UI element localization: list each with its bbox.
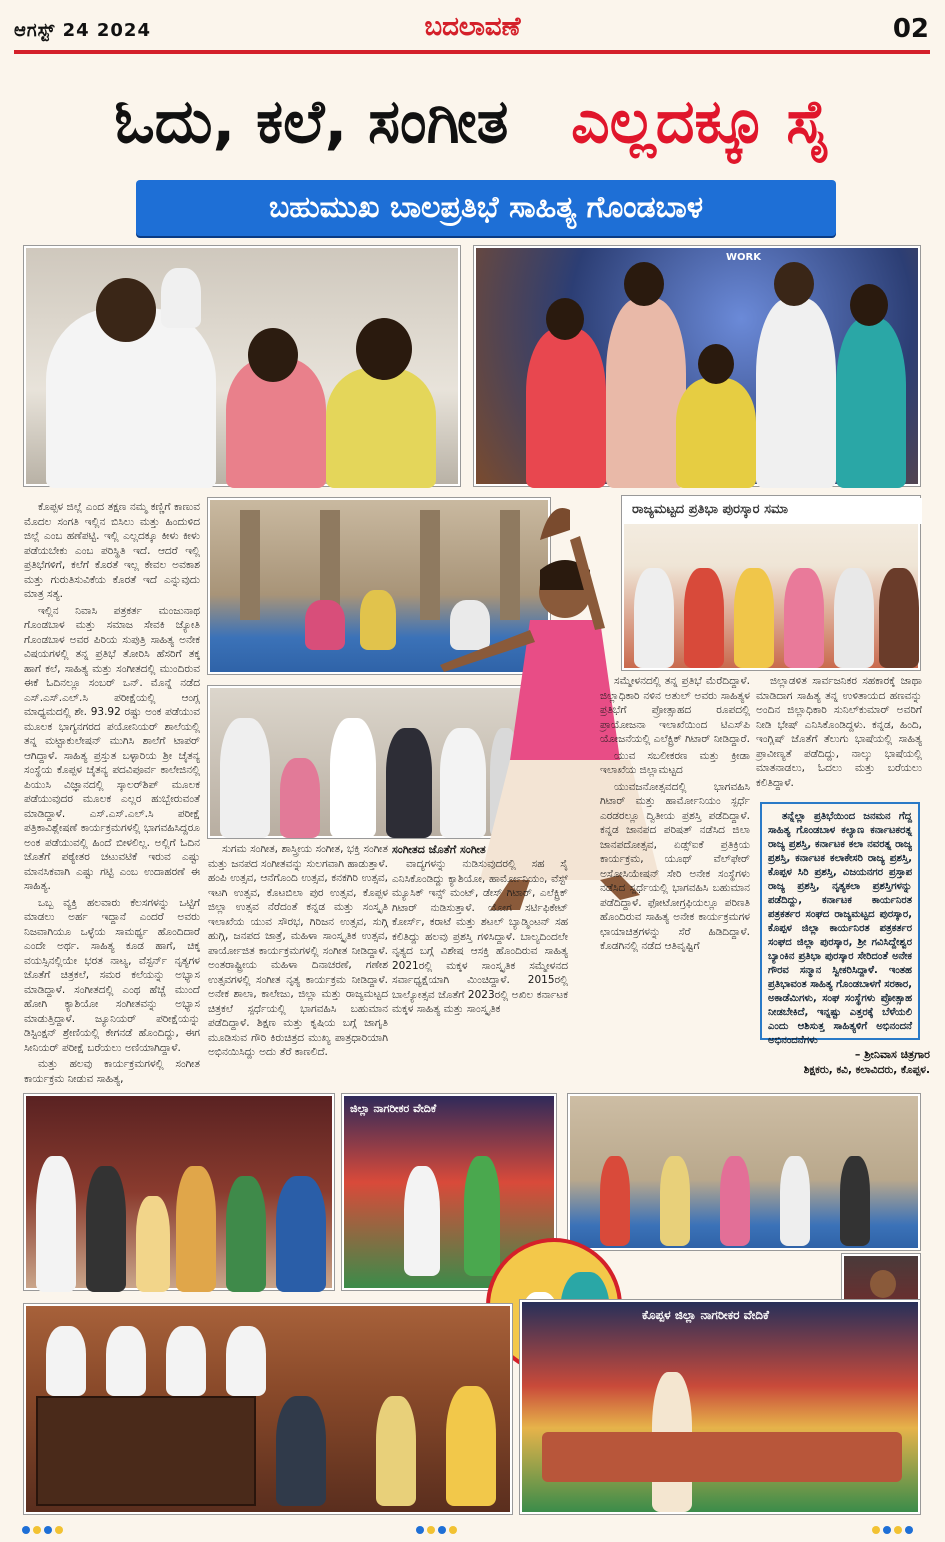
headline xyxy=(0,72,945,172)
footer-dots-center xyxy=(416,1526,460,1536)
footer-dots-right xyxy=(872,1526,916,1536)
photo-hampi-award xyxy=(568,1094,920,1250)
col1-para-2: ಇಲ್ಲಿನ ನಿವಾಸಿ ಪತ್ರಕರ್ತ ಮಂಜುನಾಥ ಗೊಂಡಬಾಳ ಮತ್ತು ಸಮಾಜ ಸೇವಕಿ ಜ್ಯೋತಿ ಗೊಂಡಬಾಳ ಅವರ ಪಿರಿಯ ಸುಪುತ್ರಿ ಸಾಹಿತ್ಯ ಅನೇಕ ವಿಷಯಗಳಲ್ಲಿ ತನ್ನ ಪ್ರತಿಭೆ ತೋರಿಸಿ ಹೆಸರಿಗೆ ತಕ್ಕ ಹಾಗೆ ಕಲೆ, ಸಾಹಿತ್ಯ ಮತ್ತು ಸಂಗೀತದಲ್ಲಿ ಮುಂದಿರುವ ಈಕೆ ಓದಿನಲ್ಲೂ ಸಂಬರ್ ಒನ್. ಮೊನ್ನೆ ನಡೆದ ಎಸ್.ಎಸ್.ಎಲ್.ಸಿ ಪರೀಕ್ಷೆಯಲ್ಲಿ ಆಂಗ್ಲ ಮಾಧ್ಯಮದಲ್ಲಿ ಶೇ. 93.92 ರಷ್ಟು ಅಂಕ ಪಡೆಯುವ ಮೂಲಕ ಭಾಗ್ಯನಗರದ ಪಯೋನಿಯರ್ ಶಾಲೆಯಲ್ಲಿ ತನ್ನ ಮಟ್ಟಾಕುಲೇಷನ್ ಮುಗಿಸಿ ಶಾಲೆಗೆ ಟಾಪರ್ ಆಗಿದ್ದಾಳೆ. ಸಾಹಿತ್ಯ ಪ್ರಸ್ತುತ ಬಳ್ಳಾರಿಯ ಶ್ರೀ ಚೈತನ್ಯ ಸಂಸ್ಥೆಯ ಕೊಪ್ಪಳ ಚೈತನ್ಯ ಪದವಿಪೂರ್ವ ಕಾಲೇಜಿನಲ್ಲಿ ಪಿಯುಸಿ ವಿಜ್ಞಾನದಲ್ಲಿ ಸ್ಕಾಲರ್‌ಶಿಪ್ ಮೂಲಕ ಪಡೆಯುವುದರ ಮೂಲಕ ಎಲ್ಲರ ಹುಬ್ಬೇರುವಂತೆ ಮಾಡಿದ್ದಾಳೆ. ಎಸ್.ಎಸ್.ಎಲ್.ಸಿ ಪರೀಕ್ಷೆ ಪತ್ರಿಕಾವಿಶ್ಲೇಷಣೆ ಕಾರ್ಯಕ್ರಮಗಳಲ್ಲಿ ಭಾಗವಹಿಸಿದ್ದರೂ ಅಂಕ ಪಡೆಯುವಲ್ಲಿ ಹಿಂದೆ ಬೀಳಲಿಲ್ಲ. ಅಲ್ಲಿಗೆ ಓದಿನ ಜೊತೆಗೆ ಪಠ್ಯೇತರ ಚಟುವಟಿಕೆ ಇರುವ ಎಷ್ಟು ಮಾನಸಿಕವಾಗಿ ಎಷ್ಟು ಗಟ್ಟಿ ಎಂಬ ಉದಾಹರಣೆ ಈ ಸಾಹಿತ್ಯ. xyxy=(24,604,200,892)
article-column-3 xyxy=(392,842,568,1082)
col1-para-1: ಕೊಪ್ಪಳ ಜಿಲ್ಲೆ ಎಂದ ತಕ್ಷಣ ನಮ್ಮ ಕಣ್ಣಿಗೆ ಕಾಣುವ ಮೊದಲ ಸಂಗತಿ ಇಲ್ಲಿನ ಬಿಸಿಲು ಮತ್ತು ಹಿಂದುಳಿದ ಜಿಲ್ಲೆ ಎಂಬ ಹಣೆಪಟ್ಟಿ. ಇಲ್ಲಿ ಎಲ್ಲದಕ್ಕೂ ಕೀಳು ಕೀಳು ಪಡೆಯಬೇಕು ಎಂಬ ಪರಿಸ್ಥಿತಿ ಇದೆ. ಆದರೆ ಇಲ್ಲಿ ಪ್ರತಿಭೆಗಳಿಗೆ, ಕಲೆಗೆ ಕೊರತೆ ಇಲ್ಲ ಕೇವಲ ಅವಕಾಶ ಮತ್ತು ಗುರುತಿಸುವಿಕೆಯ ಕೊರತೆ ಇದೆ ಎನ್ನುವುದು ಮಾತ್ರ ಸತ್ಯ. xyxy=(24,501,200,600)
awards-box xyxy=(760,802,920,1046)
col3-subheading: ಸಂಗೀತದ ಜೊತೆಗೆ ಸಂಗೀತ xyxy=(392,843,486,856)
photo-felicitation-office xyxy=(24,246,460,486)
banner-bottom-text: ಕೊಪ್ಪಳ ಜಿಲ್ಲಾ ನಾಗರೀಕರ ವೇದಿಕೆ xyxy=(642,1308,769,1322)
col4-para-2: ಯುವ ಸಬಲೀಕರಣ ಮತ್ತು ಕ್ರೀಡಾ ಇಲಾಖೆಯ ಜಿಲ್ಲಾಮಟ್ಟದ xyxy=(600,749,750,776)
col5-para-1: ಜಿಲ್ಲಾಡಳಿತ ಸಾರ್ವಜನಿಕರ ಸಹಕಾರಕ್ಕೆ ಜಾಥಾ ಮಾಡಿದಾಗ ಸಾಹಿತ್ಯ ತನ್ನ ಉಳಿತಾಯದ ಹಣವನ್ನು ಅಂದಿನ ಜಿಲ್ಲಾಧಿಕಾರಿ ಸುನಿಲ್‌ಕುಮಾರ್ ಅವರಿಗೆ ನೀಡಿ ಭೇಷ್ ಎನಿಸಿಕೊಂಡಿದ್ದಳು. ಕನ್ನಡ, ಹಿಂದಿ, ಇಂಗ್ಲಿಷ್ ಜೊತೆಗೆ ತೆಲುಗು ಭಾಷೆಯಲ್ಲಿ ಸಾಹಿತ್ಯ ಪ್ರಾವೀಣ್ಯತೆ ಪಡೆದಿದ್ದು, ನಾಲ್ಕು ಭಾಷೆಯಲ್ಲಿ ಮಾತನಾಡಲು, ಓದಲು ಮತ್ತು ಬರೆಯಲು ಕಲಿತಿದ್ದಾಳೆ. xyxy=(756,675,922,789)
headline-part-1: ಓದು, ಕಲೆ, ಸಂಗೀತ xyxy=(114,87,509,157)
issue-date: ಆಗಸ್ಟ್ 24 2024 xyxy=(14,20,151,41)
page-number: 02 xyxy=(892,14,929,44)
awards-box-text: ತನ್ನೆಲ್ಲಾ ಪ್ರತಿಭೆಯಿಂದ ಜನಮನ ಗೆದ್ದ ಸಾಹಿತ್ಯ ಗೊಂಡಬಾಳ ಕಲ್ಯಾಣ ಕರ್ನಾಟಕರತ್ನ ರಾಜ್ಯ ಪ್ರಶಸ್ತಿ, ಕರ್ನಾಟಕ ಕಲಾ ನವರತ್ನ ರಾಜ್ಯ ಪ್ರಶಸ್ತಿ, ಕರ್ನಾಟಕ ಕಲಾಕೇಸರಿ ರಾಜ್ಯ ಪ್ರಶಸ್ತಿ, ಕೊಪ್ಪಳ ಸಿರಿ ಪ್ರಶಸ್ತಿ, ವಿಜಯನಗರ ಪ್ರಸ್ತಾಪ ರಾಜ್ಯ ಪ್ರಶಸ್ತಿ, ನೃತ್ಯಕಲಾ ಪ್ರಶಸ್ತಿಗಳನ್ನು ಪಡೆದಿದ್ದು, ಕರ್ನಾಟಕ ಕಾರ್ಯನಿರತ ಪತ್ರಕರ್ತರ ಸಂಘದ ರಾಜ್ಯಮಟ್ಟದ ಪುರಸ್ಕಾರ, ಕೊಪ್ಪಳ ಜಿಲ್ಲಾ ಕಾರ್ಯನಿರತ ಪತ್ರಕರ್ತರ ಸಂಘದ ಜಿಲ್ಲಾ ಪುರಸ್ಕಾರ, ಶ್ರೀ ಗವಿಸಿದ್ದೇಶ್ವರ ಬ್ಯಾಂಕಿನ ಪ್ರತಿಭಾ ಪುರಸ್ಕಾರ ಸೇರಿದಂತೆ ಅನೇಕ ಗೌರವ ಸನ್ಮಾನ ಸ್ವೀಕರಿಸಿದ್ದಾಳೆ. ಇಂತಹ ಪ್ರತಿಭಾವಂತ ಸಾಹಿತ್ಯ ಗೊಂಡಬಾಳಗೆ ಸರಕಾರ, ಅಕಾಡೆಮಿಗಳು, ಸಂಘ ಸಂಸ್ಥೆಗಳು ಪ್ರೋತ್ಸಾಹ ನೀಡಬೇಕಿದೆ, ಇನ್ನಷ್ಟು ಎತ್ತರಕ್ಕೆ ಬೆಳೆಯಲಿ ಎಂದು ಆಶಿಸುತ್ತ ಸಾಹಿತ್ಯಳಿಗೆ ಅಭಿನಂದನೆ ಅಭಿನಂದನೆಗಳು xyxy=(768,811,912,1046)
col4-para-1: ಸಮ್ಮೇಳನದಲ್ಲಿ ತನ್ನ ಪ್ರತಿಭೆ ಮೆರೆದಿದ್ದಾಳೆ. ಜಿಲ್ಲಾಧಿಕಾರಿ ನಳಿನ ಅತುಲ್ ಅವರು ಸಾಹಿತ್ಯಳ ಪ್ರತಿಭೆಗೆ ಪ್ರೋತ್ಸಾಹದ ರೂಪದಲ್ಲಿ ಪ್ರಾಯೋಜನಾ ಇಲಾಖೆಯಿಂದ ಟಿಎಸ್‌ಪಿ ಯೋಜನೆಯಲ್ಲಿ ಎಲೆಕ್ಟ್ರಿಕ್ ಗಿಟಾರ್ ನೀಡಿದ್ದಾರೆ. xyxy=(600,675,750,745)
banner-mid-text: ಜಿಲ್ಲಾ ನಾಗರೀಕರ ವೇದಿಕೆ xyxy=(350,1102,437,1115)
article-column-4 xyxy=(600,674,750,1084)
article-column-2 xyxy=(208,842,388,1082)
article-column-5 xyxy=(756,674,922,798)
article-column-1 xyxy=(24,500,200,1085)
col1-para-3: ಒಬ್ಬ ವ್ಯಕ್ತಿ ಹಲವಾರು ಕೆಲಸಗಳನ್ನು ಒಟ್ಟಿಗೆ ಮಾಡಲು ಅರ್ಹ ಇದ್ದಾನೆ ಎಂದರೆ ಅವರು ನಿಜವಾಗಿಯೂ ಒಳ್ಳೆಯ ಸಾಮರ್ಥ್ಯ ಹೊಂದಿದಾರೆ ಎಂದೇ ಅರ್ಥ. ಸಾಹಿತ್ಯ ಕೂಡ ಹಾಗೆ, ಚಿಕ್ಕ ವಯಸ್ಸಿನಲ್ಲಿಯೇ ಭರತ ನಾಟ್ಯ, ವೆಸ್ಟರ್ನ್ ನೃತ್ಯಗಳ ಜೊತೆಗೆ ಚಿತ್ರಕಲೆ, ಸಮರ ಕಲೆಯನ್ನು ಅಭ್ಯಾಸ ಮಾಡಿದ್ದಾಳೆ. ಸಂಗೀತದಲ್ಲಿ ಎಂಥ ಹೆಚ್ಚೆ ಮುಂದೆ ಹೋಗಿ ಕ್ಯಾಶಿಯೋ ಸಂಗೀತವನ್ನು ಅಭ್ಯಾಸ ಮಾಡುತ್ತಿದ್ದಾಳೆ. ಜ್ಯೂನಿಯರ್ ಪರೀಕ್ಷೆಯನ್ನು ಡಿಸ್ಟಿಂಕ್ಷನ್ ಶ್ರೇಣಿಯಲ್ಲಿ ಕೇಗನಡೆ ಹೊಂದಿದ್ದು, ಈಗ ಸೀನಿಯರ್ ಪರೀಕ್ಷೆ ಬರೆಯಲು ಅಣಿಯಾಗಿದ್ದಾಳೆ. xyxy=(24,896,200,1054)
banner-work-text: WORK xyxy=(726,252,761,263)
col3-para-1: ವಾದ್ಯಗಳನ್ನು ನುಡಿಸುವುದರಲ್ಲಿ ಸಹ ಸೈ ಎನಿಸಿಕೊಂಡಿದ್ದು ಕ್ಯಾಶಿಯೋ, ಹಾರ್ಮೋನಿಯಂ, ವೆಸ್ಟ್ ಮ್ಯೂಸಿಕ್ ಇನ್ಸ್ ಮಂಟ್, ಡೇಸ್ ಗಿಟಾರ್, ಎಲೆಕ್ಟ್ರಿಕ್ ಗಿಟಾರ್ ನುಡಿಸುತ್ತಾಳೆ. ಯೋಗ ಸರ್ಟಿಫಿಕೇಟ್ ಕೋರ್ಸ್, ಕರಾಟೆ ಮತ್ತು ಶಟಲ್ ಬ್ಯಾಡ್ಮಿಂಟನ್ ಸಹ ಕಲಿತಿದ್ದು ಹಲವು ಪ್ರಶಸ್ತಿ ಗಳಿಸಿದ್ದಾಳೆ. ಬಾಲ್ಯದಿಂದಲೇ ನೃತ್ಯದ ಬಗ್ಗೆ ವಿಶೇಷ ಆಸಕ್ತಿ ಹೊಂದಿರುವ ಸಾಹಿತ್ಯ 2021ರಲ್ಲಿ ಮಕ್ಕಳ ಸಾಂಸ್ಕೃತಿಕ ಸಮ್ಮೇಳನದ ಸರ್ವಾಧ್ಯಕ್ಷೆಯಾಗಿ ಮಿಂಚಿದ್ದಾಳೆ. 2015ರಲ್ಲಿ ಬಾಲ್ಯೋತ್ಸವ ಜೊತೆಗೆ 2023ರಲ್ಲಿ ಅಖಿಲ ಕರ್ನಾಟಕ ಮಕ್ಕಳ ಸಾಹಿತ್ಯ ಮತ್ತು ಸಾಂಸ್ಕೃತಿಕ xyxy=(392,858,568,1015)
masthead xyxy=(0,0,945,56)
col1-para-4: ಮತ್ತು ಹಲವು ಕಾರ್ಯಕ್ರಮಗಳಲ್ಲಿ ಸಂಗೀತ ಕಾರ್ಯಕ್ರಮ ನೀಡುವ ಸಾಹಿತ್ಯ, xyxy=(24,1058,200,1085)
photo-award-group xyxy=(474,246,920,486)
headline-part-2: ಎಲ್ಲದಕ್ಕೂ ಸೈ xyxy=(571,87,831,157)
author-name: – ಶ್ರೀನಿವಾಸ ಚಿತ್ರಗಾರ xyxy=(854,1048,930,1061)
photo-temple-group xyxy=(24,1094,334,1290)
masthead-rule xyxy=(14,50,930,54)
author-role: ಶಿಕ್ಷಕರು, ಕವಿ, ಕಲಾವಿದರು, ಕೊಪ್ಪಳ. xyxy=(803,1064,930,1076)
subheadline-banner: ಬಹುಮುಖ ಬಾಲಪ್ರತಿಭೆ ಸಾಹಿತ್ಯ ಗೊಂಡಬಾಳ xyxy=(136,180,836,236)
photo-harmonium-stage xyxy=(24,1304,512,1514)
newspaper-name: ಬದಲಾವಣೆ xyxy=(424,12,521,42)
footer-dots-left xyxy=(22,1526,66,1536)
col4-para-3: ಯುವಜನೋತ್ಸವದಲ್ಲಿ ಭಾಗವಹಿಸಿ ಗಿಟಾರ್ ಮತ್ತು ಹಾರ್ಮೋನಿಯಂ ಸ್ಪರ್ಧೆ ಎರಡರಲ್ಲೂ ದ್ವಿತೀಯ ಪ್ರಶಸ್ತಿ ಪಡೆದಿದ್ದಾಳೆ. ಕನ್ನಡ ಜಾನಪದ ಪರಿಷತ್ ನಡೆಸಿದ ಜಿಲಾ ಜಾನಪದೋತ್ಸವ, ಏಡ್ಸ್‌ಐಕೆ ಪ್ರತಿಕ್ರಿಯ ಕಾರ್ಯಕ್ರಮ, ಯೂಥ್ ವೆಲ್‌ಫೇರ್ ಅಸೋಸಿಯೇಷನ್ ಸೇರಿ ಅನೇಕ ಸಂಸ್ಥೆಗಳು ನಡೆಸಿದ ಸ್ಪರ್ಧೆಯಲ್ಲಿ ಭಾಗವಹಿಸಿ ಬಹುಮಾನ ಪಡೆದಿದ್ದಾಳೆ. ಫೋಟೋಗ್ರಫಿಯಲ್ಲೂ ಪರಿಣತಿ ಹೊಂದಿರುವ ಸಾಹಿತ್ಯ ಅನೇಕ ಕಾರ್ಯಕ್ರಮಗಳ ಛಾಯಾಚಿತ್ರಗಳನ್ನು ಸೆರೆ ಹಿಡಿದಿದ್ದಾಳೆ. ಕೊಡಗಿನಲ್ಲಿ ನಡೆದ ಆತಿವೃಷ್ಟಿಗೆ xyxy=(600,780,750,952)
photo-utsav-stage xyxy=(520,1300,920,1514)
col2-para-1: ಸುಗಮ ಸಂಗೀತ, ಶಾಸ್ತ್ರೀಯ ಸಂಗೀತ, ಭಕ್ತಿ ಸಂಗೀತ ಮತ್ತು ಜನಪದ ಸಂಗೀತವನ್ನು ಸುಲಗವಾಗಿ ಹಾಡುತ್ತಾಳೆ. ಹಂಪಿ ಉತ್ಸವ, ಆನೆಗೊಂದಿ ಉತ್ಸವ, ಕನಕಗಿರಿ ಉತ್ಸವ, ಇಟಗಿ ಉತ್ಸವ, ಕೊಟಬಿಲಾ ಪುರ ಉತ್ಸವ, ಕೊಪ್ಪಳ ಜಿಲ್ಲಾ ಉತ್ಸವ ನೆರೆದಂತೆ ಕನ್ನಡ ಮತ್ತು ಸಂಸ್ಕೃತಿ ಇಲಾಖೆಯ ಯುವ ಸೌರಭ, ಗಿರಿಜನ ಉತ್ಸವ, ಸುಗ್ಗಿ ಹುಗ್ಗಿ, ಜನಪದ ಜಾತ್ರೆ, ಮಹಿಳಾ ಸಾಂಸ್ಕೃತಿಕ ಉತ್ಸವ, ಪಾರ್ಯೋಜಿತ ಕಾರ್ಯಕ್ರಮಗಳಲ್ಲಿ ಸಂಗೀತ ನೀಡಿದ್ದಾಳೆ. ಅಂತರಾಷ್ಟ್ರೀಯ ಮಹಿಳಾ ದಿನಾಚರಣೆ, ಗಣೇಶ ಉತ್ಸವಗಳಲ್ಲಿ ಸಂಗೀತ ನೃತ್ಯ ಕಾರ್ಯಕ್ರಮ ನೀಡಿದ್ದಾಳೆ. ಅನೇಕ ಶಾಲಾ, ಕಾಲೇಜು, ಜಿಲ್ಲಾ ಮತ್ತು ರಾಜ್ಯಮಟ್ಟದ ಚಿತ್ರಕಲೆ ಸ್ಪರ್ಧೆಯಲ್ಲಿ ಭಾಗವಹಿಸಿ ಬಹುಮಾನ ಪಡೆದಿದ್ದಾಳೆ. ಶಿಕ್ಷಣ ಮತ್ತು ಕೃಷಿಯ ಬಗ್ಗೆ ಜಾಗೃತಿ ಮೂಡಿಸುವ ಗೌರಿ ಕಿರುಚಿತ್ರದ ಮುಖ್ಯ ಪಾತ್ರಧಾರಿಯಾಗಿ ಅಭಿನಯಿಸಿದ್ದು ಅದು ತೆರೆ ಕಾಣಲಿದೆ. xyxy=(208,843,388,1058)
award-banner-text: ರಾಜ್ಯಮಟ್ಟದ ಪ್ರತಿಭಾ ಪುರಸ್ಕಾರ ಸಮಾ xyxy=(624,498,922,524)
